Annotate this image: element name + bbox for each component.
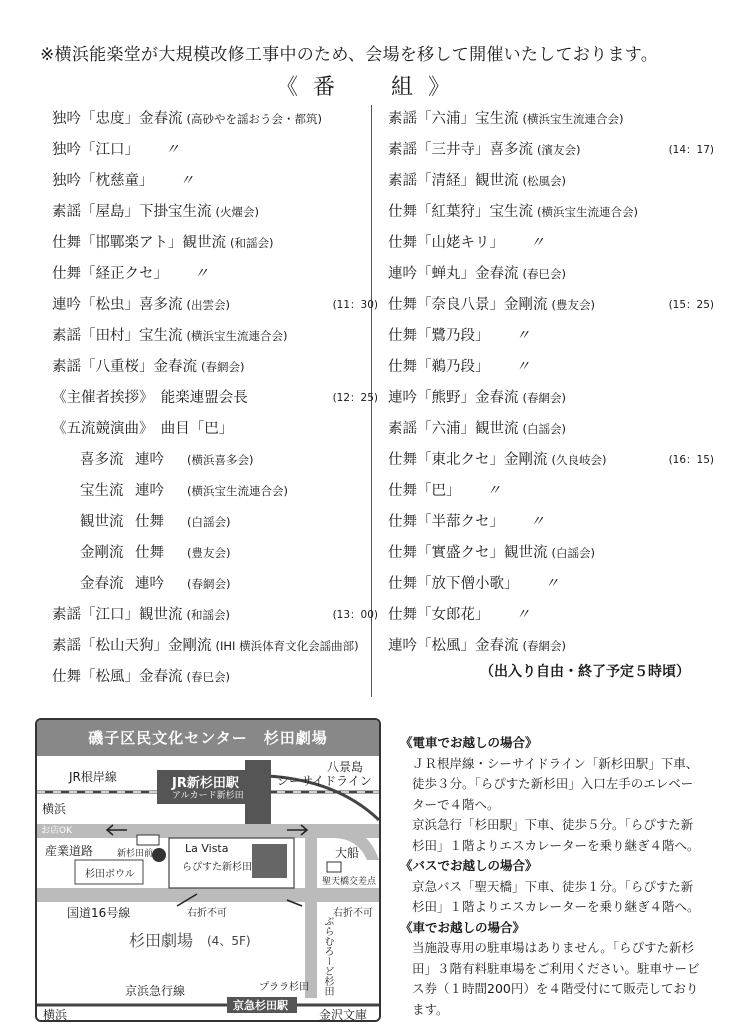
group-name: (高砂やを謡おう会・都筑) (186, 112, 322, 126)
program-row (388, 445, 728, 476)
group-name: (和謡会) (186, 608, 230, 622)
group-name: (火燿会) (215, 205, 259, 219)
ditto-mark: 〃 (515, 328, 530, 344)
program-title-text: 素謡「清経」観世流 (388, 173, 519, 189)
group-name: (横浜宝生流連合会) (537, 205, 638, 219)
train-directions-2: 京浜急行「杉田駅」下車、徒歩５分。「らぴすた新杉田」１階よりエスカレーターを乗り継ぎ４階へ。 (412, 817, 700, 853)
program-title-text: 仕舞「半蔀クセ」 (388, 514, 504, 530)
vertical-road (305, 838, 317, 998)
program-row (52, 290, 392, 321)
program-row (52, 228, 392, 259)
map-header: 磯子区民文化センター 杉田劇場 (37, 720, 379, 756)
time-label: (15：25) (668, 299, 714, 311)
competition-school: 喜多流 (80, 452, 124, 468)
program-row (388, 414, 728, 445)
program-title-text: 仕舞「巴」 (388, 483, 461, 499)
program-title-text: 仕舞「鷺乃段」 (388, 328, 490, 344)
bus-stop-icon-2 (327, 862, 341, 872)
program-title-text: 《主催者挨拶》 能楽連盟会長 (52, 390, 248, 406)
map-label-jr-line: JR根岸線 (69, 770, 117, 784)
ditto-mark: 〃 (179, 173, 194, 189)
program-title-text: 素謡「三井寺」喜多流 (388, 142, 533, 158)
ditto-mark: 〃 (165, 142, 180, 158)
program-title-text: 独吟「江口」 (52, 142, 139, 158)
competition-org: (横浜喜多会) (187, 453, 254, 467)
program-title-text: 《五流競演曲》 曲目「巴」 (52, 421, 234, 437)
program-row (52, 383, 392, 414)
ditto-mark: 〃 (486, 483, 501, 499)
ditto-mark: 〃 (530, 235, 545, 251)
program-title-text: 素謡「八重桜」金春流 (52, 359, 197, 375)
competition-school: 観世流 (80, 514, 124, 530)
competition-kind: 連吟 (135, 483, 164, 499)
program-row (52, 259, 392, 290)
map-label-sugita-bowl: 杉田ボウル (85, 869, 135, 880)
program-row (52, 600, 392, 631)
group-name: (松風会) (522, 174, 566, 188)
competition-school: 金春流 (80, 576, 124, 592)
group-name: (白謡会) (551, 546, 595, 560)
group-name: (久良岐会) (551, 453, 607, 467)
program-row (52, 197, 392, 228)
map-label-buraburamuro: ぶらむろーど杉田 (322, 916, 333, 996)
competition-kind: 仕舞 (135, 514, 164, 530)
competition-row (52, 476, 392, 507)
group-name: (横浜宝生流連合会) (186, 329, 288, 343)
program-title-text: 仕舞「松風」金春流 (52, 669, 183, 685)
group-name: (春網会) (522, 639, 566, 653)
program-row (388, 135, 728, 166)
group-name: (横浜宝生流連合会) (522, 112, 624, 126)
bus-stop-icon (137, 835, 159, 845)
group-name: (和謡会) (230, 236, 274, 250)
map-label-keikyu-station: 京急杉田駅 (233, 999, 288, 1012)
program-title-text: 連吟「熊野」金春流 (388, 390, 519, 406)
program-row (52, 631, 392, 662)
competition-row (52, 445, 392, 476)
group-name: (春網会) (201, 360, 245, 374)
ditto-mark: 〃 (544, 576, 559, 592)
program-row (52, 414, 392, 445)
program-left-column (52, 104, 392, 693)
map-label-kanazawa: 金沢文庫 (319, 1008, 368, 1022)
car-directions: 当施設専用の駐車場はありません。「らぴすた新杉田」３階有料駐車場をご利用ください。駐車サービス券（１時間200円）を４階受付にて販売しております。 (412, 940, 700, 1017)
program-title-text: 素謡「六浦」観世流 (388, 421, 519, 437)
program-row (388, 197, 728, 228)
map-label-yokohama-top: 横浜 (42, 802, 67, 816)
map-label-route16: 国道16号線 (67, 906, 131, 920)
program-title-text: 独吟「忠度」金春流 (52, 111, 183, 127)
ditto-mark: 〃 (515, 607, 530, 623)
program-row (388, 383, 728, 414)
program-title-text: 素謡「屋島」下掛宝生流 (52, 204, 212, 220)
map-label-right-turn-b: 右折不可 (333, 908, 373, 919)
map-label-hakkeijima: 八景島 (327, 760, 364, 774)
map-label-sangyo: 産業道路 (45, 844, 94, 858)
program-row (388, 476, 728, 507)
program-row (388, 104, 728, 135)
car-heading: 《車でお越しの場合》 (400, 919, 526, 935)
competition-org: (白謡会) (187, 515, 231, 529)
map-label-lavista: La Vista (185, 842, 229, 855)
program-row (388, 600, 728, 631)
program-row (52, 662, 392, 693)
program-row (388, 290, 728, 321)
program-row (52, 104, 392, 135)
program-title-text: 素謡「江口」観世流 (52, 607, 183, 623)
map-label-floors: (4、5F) (207, 934, 251, 948)
competition-kind: 仕舞 (135, 545, 164, 561)
time-label: (12：25) (332, 392, 378, 404)
group-name: (白謡会) (522, 422, 566, 436)
map-label-ofuna: 大船 (335, 846, 360, 860)
bus-directions: 京急バス「聖天橋」下車、徒歩１分。「らぴすた新杉田」１階よりエスカレーターを乗り継ぎ４階へ。 (412, 878, 700, 914)
lapisuta-building (252, 844, 287, 878)
access-map (35, 718, 381, 1022)
program-title: 《 番 組 》 (276, 75, 454, 100)
competition-org: (豊友会) (187, 546, 231, 560)
competition-kind: 連吟 (135, 452, 164, 468)
route16-road (37, 888, 379, 902)
map-label-seitenbashi: 聖天橋交差点 (322, 877, 377, 887)
ditto-mark: 〃 (194, 266, 209, 282)
group-name: (IHI 横浜体育文化会謡曲部) (215, 639, 359, 653)
program-row (388, 321, 728, 352)
closing-note: （出入り自由・終了予定５時頃） (480, 664, 690, 680)
program-title-text: 連吟「松風」金春流 (388, 638, 519, 654)
program-title-text: 連吟「松虫」喜多流 (52, 297, 183, 313)
competition-school: 宝生流 (80, 483, 124, 499)
program-title-text: 仕舞「奈良八景」金剛流 (388, 297, 548, 313)
ditto-mark: 〃 (530, 514, 545, 530)
program-row (52, 352, 392, 383)
map-label-keikyu-line: 京浜急行線 (125, 984, 186, 998)
access-info (400, 733, 700, 1020)
time-label: (14：17) (668, 144, 714, 156)
bus-heading: 《バスでお越しの場合》 (400, 858, 538, 873)
program-row (388, 631, 728, 662)
map-label-right-turn-a: 右折不可 (187, 908, 227, 919)
time-label: (16：15) (668, 454, 714, 466)
program-row (52, 135, 392, 166)
time-label: (13：00) (332, 609, 378, 621)
time-label: (11：30) (332, 299, 378, 311)
competition-org: (横浜宝生流連合会) (187, 484, 288, 498)
program-title-text: 連吟「蝉丸」金春流 (388, 266, 519, 282)
program-title-text: 素謡「田村」宝生流 (52, 328, 183, 344)
group-name: (豊友会) (551, 298, 595, 312)
parking-icon (152, 848, 166, 862)
program-title-text: 独吟「枕慈童」 (52, 173, 154, 189)
program-row (388, 259, 728, 290)
competition-kind: 連吟 (135, 576, 164, 592)
program-row (388, 569, 728, 600)
program-title-text: 仕舞「鵜乃段」 (388, 359, 490, 375)
program-title-text: 素謡「六浦」宝生流 (388, 111, 519, 127)
train-directions-1: ＪＲ根岸線・シーサイドライン「新杉田駅」下車、徒歩３分。「らぴすた新杉田」入口左手のエレベーターで４階へ。 (412, 755, 699, 812)
program-row (388, 352, 728, 383)
group-name: (春巳会) (186, 670, 230, 684)
map-label-yokohama-bottom: 横浜 (43, 1008, 68, 1022)
program-title-text: 仕舞「経正クセ」 (52, 266, 168, 282)
competition-row (52, 538, 392, 569)
map-label-alcard: アルカード新杉田 (172, 791, 244, 801)
map-label-theatre: 杉田劇場 (129, 931, 194, 950)
map-label-plala: プララ杉田 (259, 982, 309, 993)
program-row (52, 166, 392, 197)
program-title-text: 仕舞「放下僧小歌」 (388, 576, 519, 592)
program-title-text: 仕舞「實盛クセ」観世流 (388, 545, 548, 561)
competition-school: 金剛流 (80, 545, 124, 561)
program-right-column (388, 104, 728, 662)
group-name: (出雲会) (186, 298, 230, 312)
program-row (52, 321, 392, 352)
program-title-text: 仕舞「女郎花」 (388, 607, 490, 623)
program-row (388, 228, 728, 259)
program-title-text: 仕舞「邯鄲楽アト」観世流 (52, 235, 226, 251)
group-name: (春巳会) (522, 267, 566, 281)
program-title-text: 仕舞「紅葉狩」宝生流 (388, 204, 533, 220)
program-row (388, 507, 728, 538)
map-label-seaside: シーサイドライン (277, 774, 372, 788)
program-row (388, 166, 728, 197)
ditto-mark: 〃 (515, 359, 530, 375)
map-label-lapisuta: らぴすた新杉田 (182, 862, 252, 873)
program-row (388, 538, 728, 569)
group-name: (濱友会) (537, 143, 581, 157)
competition-row (52, 507, 392, 538)
notice-text: ※横浜能楽堂が大規模改修工事中のため、会場を移して開催いたしております。 (40, 45, 659, 65)
competition-org: (春網会) (187, 577, 231, 591)
map-label-jr-station: JR新杉田駅 (172, 776, 239, 791)
group-name: (春網会) (522, 391, 566, 405)
map-label-ok: お店OK (41, 826, 72, 836)
program-title-text: 素謡「松山天狗」金剛流 (52, 638, 212, 654)
program-title-text: 仕舞「山姥キリ」 (388, 235, 504, 251)
competition-row (52, 569, 392, 600)
train-heading: 《電車でお越しの場合》 (400, 735, 538, 750)
map-label-shinsugita-mae: 新杉田前 (117, 849, 154, 859)
program-title-text: 仕舞「東北クセ」金剛流 (388, 452, 548, 468)
